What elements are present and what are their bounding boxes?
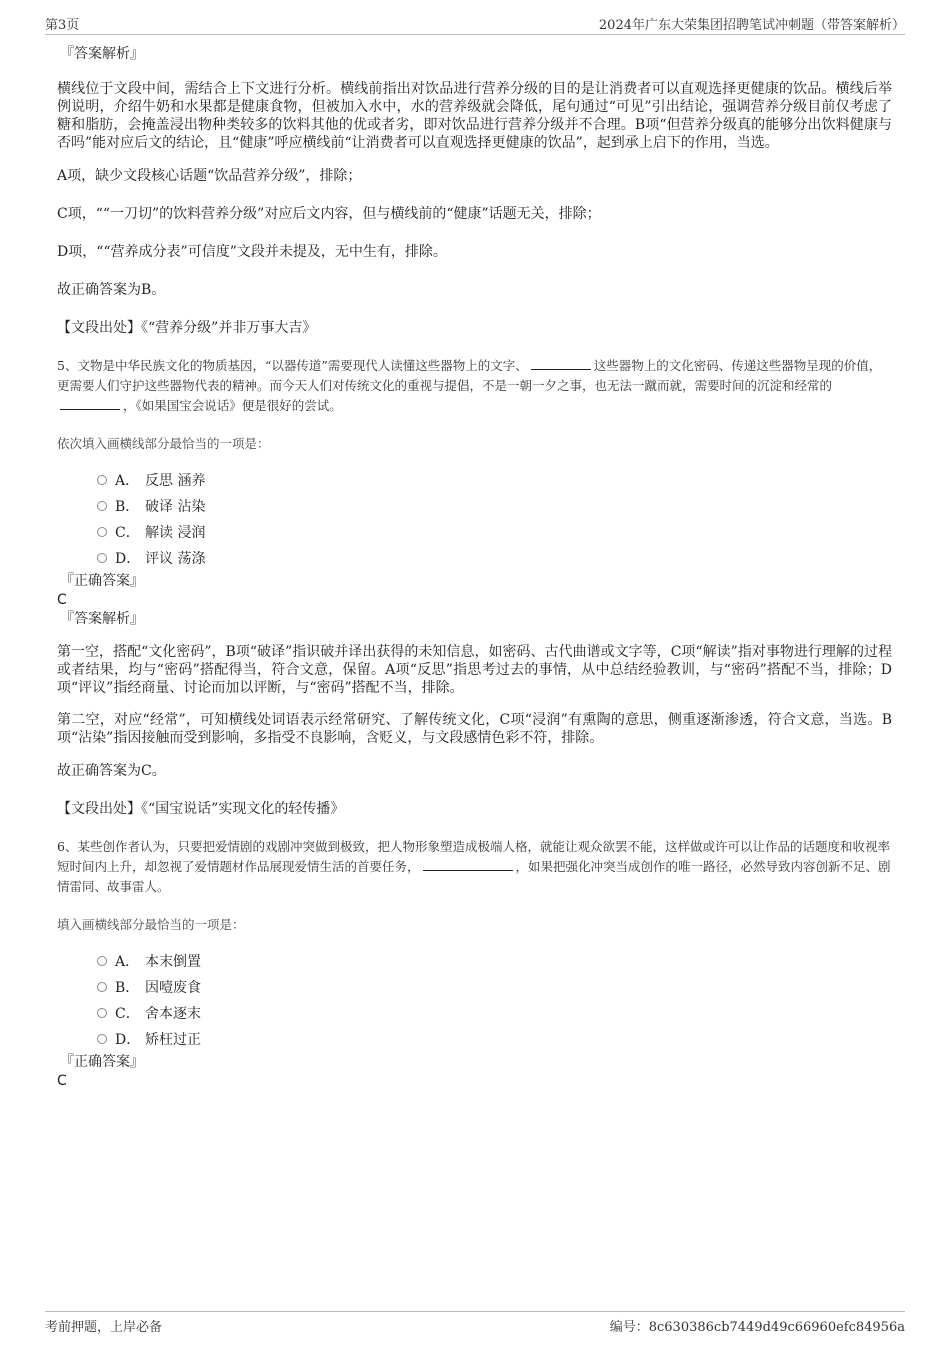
option-b[interactable]: B． 因噎废食 [97,975,892,1001]
radio-icon[interactable] [97,527,107,537]
question-5-prompt: 依次填入画横线部分最恰当的一项是： [57,436,270,451]
analysis-paragraph-2: 第二空，对应“经常”，可知横线处词语表示经常研究、了解传统文化，C项“浸润”有熏陶的意思，侧重逐渐渗透，符合文意，当选。B项“沾染”指因接触而受到影响，多指受不良影响，含贬义，与文段感情色彩不符，排除。 [57,712,892,746]
analysis-option-c: C项，““一刀切”的饮料营养分级”对应后文内容，但与横线前的“健康”话题无关，排除； [57,206,601,222]
question-6-prompt: 填入画横线部分最恰当的一项是： [57,917,245,932]
question-5-options [97,468,892,572]
analysis-paragraph-1: 第一空，搭配“文化密码”，B项“破译”指识破并译出获得的未知信息，如密码、古代曲谱或文字等，C项“解读”指对事物进行理解的过程或者结果，均与“密码”搭配得当，符合文意，保留。A项“反思”指思考过去的事情，从中总结经验教训，与“密码”搭配不当，排除；D项“评议”指经商量、讨论而加以评断，与“密码”搭配不当，排除。 [57,644,892,696]
question-5-text: 5、文物是中华民族文化的物质基因，“以器传道”需要现代人读懂这些器物上的文字、 这些器物上的文化密码、传递这些器物呈现的价值，更需要人们守护这些器物代表的精神。而今天人们对传统文化的重视与提倡，不是一朝一夕之事，也无法一蹴而就，需要时间的沉淀和经常的，《如果国宝会说话》便是很好的尝试。 [57,358,882,413]
analysis-option-a: A项，缺少文段核心话题“饮品营养分级”，排除； [57,168,362,184]
source-citation: 【文段出处】《“国宝说话”实现文化的轻传播》 [57,801,345,817]
source-citation: 【文段出处】《“营养分级”并非万事大吉》 [57,320,317,336]
radio-icon[interactable] [97,1008,107,1018]
blank-2 [60,396,120,410]
radio-icon[interactable] [97,475,107,485]
option-c[interactable]: C． 舍本逐末 [97,1001,892,1027]
document-id: 编号：8c630386cb7449d49c66960efc84956a [609,1320,905,1335]
radio-icon[interactable] [97,956,107,966]
page-footer [45,1311,905,1340]
analysis-paragraph: 横线位于文段中间，需结合上下文进行分析。横线前指出对饮品进行营养分级的目的是让消费者可以直观选择更健康的饮品。横线后举例说明，介绍牛奶和水果都是健康食物，但被加入水中，水的营养级就会降低，尾句通过“可见”引出结论，强调营养分级目前仅考虑了糖和脂肪，会掩盖浸出物种类较多的饮料其他的优或者劣，即对饮品进行营养分级并不合理。B项“但营养分级真的能够分出饮料健康与否吗”能对应后文的结论，且“健康”呼应横线前“让消费者可以直观选择更健康的饮品”，起到承上启下的作用，当选。 [57,81,892,151]
blank-1 [423,857,513,871]
option-a[interactable]: A． 反思 涵养 [97,468,892,494]
question-6-text: 6、某些创作者认为，只要把爱情剧的戏剧冲突做到极致，把人物形象塑造成极端人格，就能让观众欲罢不能，这样做或许可以让作品的话题度和收视率短时间内上升，却忽视了爱情题材作品展现爱情生活的首要任务， ，如果把强化冲突当成创作的唯一路径，必然导致内容创新不足、剧情雷同、故事雷人。 [57,839,891,894]
option-c[interactable]: C． 解读 浸润 [97,520,892,546]
radio-icon[interactable] [97,501,107,511]
analysis-label: 『答案解析』 [60,46,144,62]
correct-answer-label: 『正确答案』 [60,573,144,589]
option-a[interactable]: A． 本末倒置 [97,949,892,975]
option-d[interactable]: D． 矫枉过正 [97,1027,892,1053]
correct-answer: C [57,1073,67,1089]
conclusion: 故正确答案为C。 [57,763,166,779]
option-b[interactable]: B． 破译 沾染 [97,494,892,520]
document-title: 2024年广东大荣集团招聘笔试冲刺题（带答案解析） [598,18,905,33]
radio-icon[interactable] [97,1034,107,1044]
option-d[interactable]: D． 评议 荡涤 [97,546,892,572]
question-6-options [97,949,892,1053]
correct-answer: C [57,592,67,608]
conclusion: 故正确答案为B。 [57,282,166,298]
correct-answer-label: 『正确答案』 [60,1054,144,1070]
blank-1 [531,356,591,370]
footer-slogan: 考前押题，上岸必备 [45,1320,163,1335]
analysis-label: 『答案解析』 [60,611,144,627]
page-number: 第3页 [45,18,80,33]
analysis-option-d: D项，““营养成分表”可信度”文段并未提及，无中生有，排除。 [57,244,447,260]
radio-icon[interactable] [97,553,107,563]
document-body [57,44,892,1091]
page-header [45,14,905,35]
radio-icon[interactable] [97,982,107,992]
